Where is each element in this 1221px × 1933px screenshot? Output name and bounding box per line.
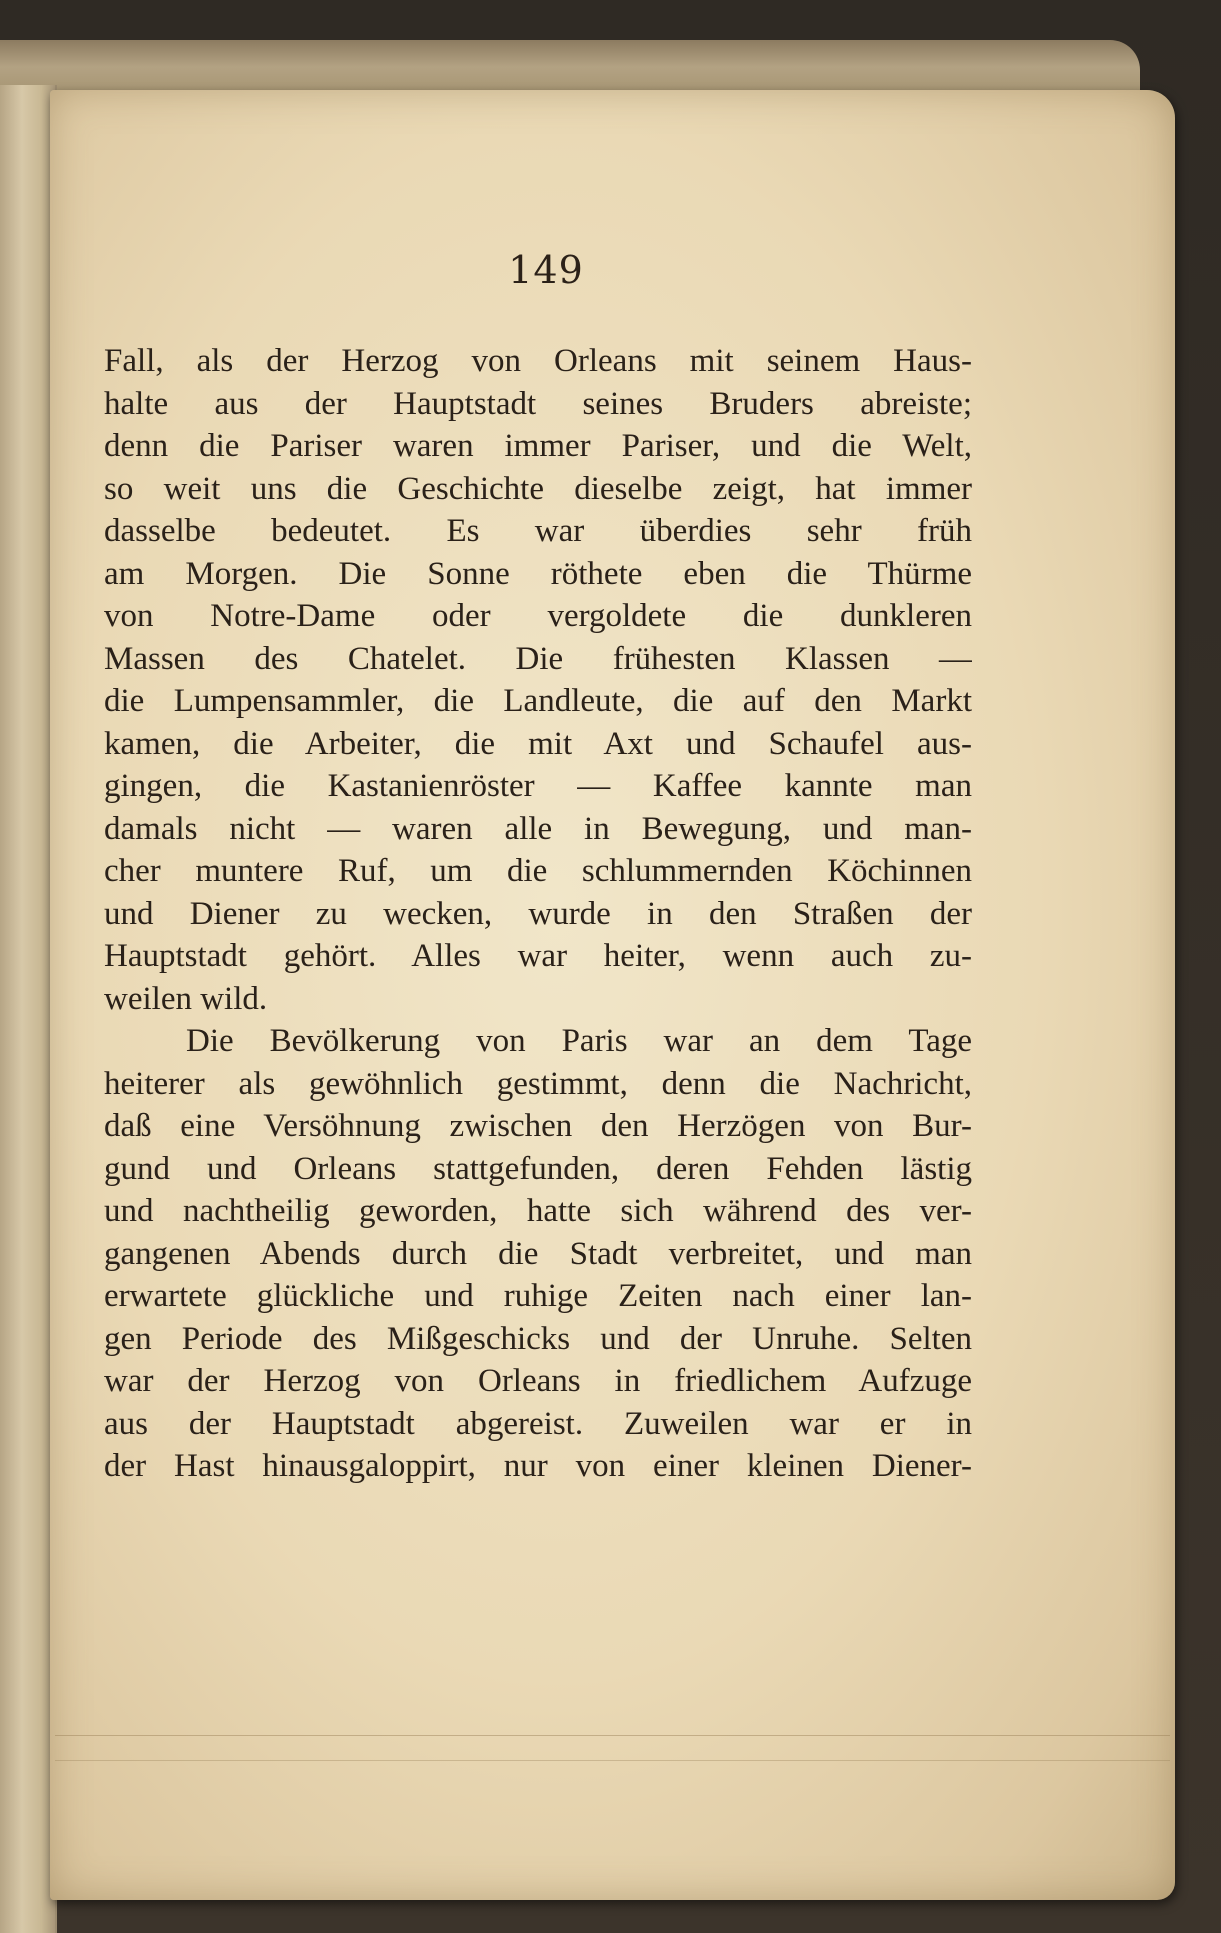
book-spine-edge [0,85,57,1933]
text-line: aus der Hauptstadt abgereist. Zuweilen war er in [104,1405,972,1442]
text-line-paragraph-start: Die Bevölkerung von Paris war an dem Tage [186,1023,972,1059]
text-line: damals nicht — waren alle in Bewegung, und man- [104,810,972,847]
text-line: erwartete glückliche und ruhige Zeiten nach einer lan- [104,1278,972,1314]
text-line: halte aus der Hauptstadt seines Bruders abreiste; [104,385,972,422]
page-edge-line [55,1735,1170,1748]
text-line: gangenen Abends durch die Stadt verbreitet, und man [104,1235,972,1272]
text-line: Hauptstadt gehört. Alles war heiter, wenn auch zu- [104,938,972,974]
text-line: kamen, die Arbeiter, die mit Axt und Schaufel aus- [104,725,972,762]
text-line: denn die Pariser waren immer Pariser, und die Welt, [104,428,972,464]
text-line: Fall, als der Herzog von Orleans mit seinem Haus- [104,343,972,379]
page-text [104,340,972,1488]
text-line: am Morgen. Die Sonne röthete eben die Thürme [104,555,972,592]
text-line: die Lumpensammler, die Landleute, die auf den Markt [104,683,972,719]
page-edge-line [55,1760,1170,1773]
page-number: 149 [508,248,584,292]
text-line: daß eine Versöhnung zwischen den Herzögen von Bur- [104,1108,972,1144]
text-line: von Notre-Dame oder vergoldete die dunkleren [104,598,972,634]
text-line: gingen, die Kastanienröster — Kaffee kannte man [104,768,972,804]
text-line: und nachtheilig geworden, hatte sich während des ver- [104,1193,972,1229]
text-line: cher muntere Ruf, um die schlummernden Köchinnen [104,853,972,889]
text-line: gen Periode des Mißgeschicks und der Unruhe. Selten [104,1320,972,1357]
text-line: Massen des Chatelet. Die frühesten Klassen — [104,640,972,677]
text-line: und Diener zu wecken, wurde in den Straßen der [104,895,972,932]
text-line: so weit uns die Geschichte dieselbe zeigt, hat immer [104,470,972,507]
text-line: war der Herzog von Orleans in friedlichem Aufzuge [104,1363,972,1399]
text-line: heiterer als gewöhnlich gestimmt, denn die Nachricht, [104,1065,972,1102]
text-line: der Hast hinausgaloppirt, nur von einer kleinen Diener- [104,1448,972,1484]
text-line: gund und Orleans stattgefunden, deren Fehden lästig [104,1150,972,1187]
text-line: dasselbe bedeutet. Es war überdies sehr früh [104,513,972,549]
text-line-paragraph-end: weilen wild. [104,980,268,1017]
